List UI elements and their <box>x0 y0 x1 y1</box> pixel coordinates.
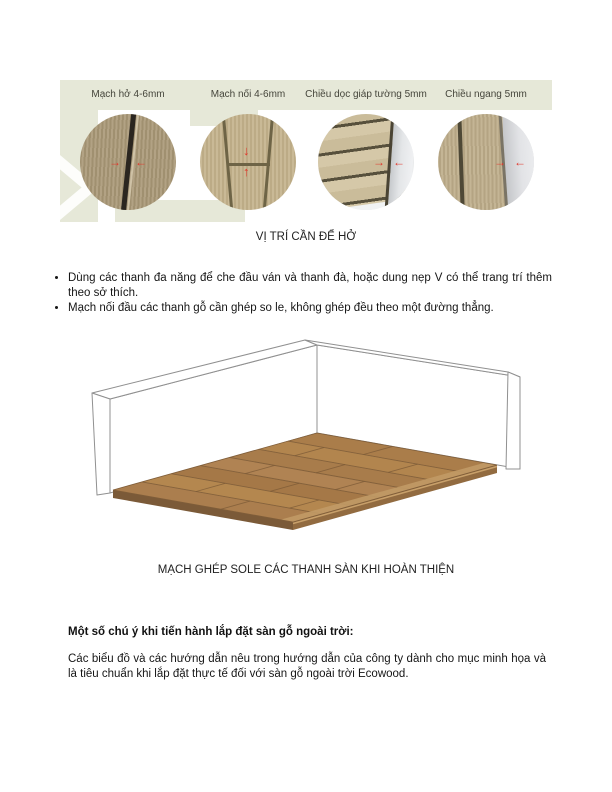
gap-spacing-figure <box>60 80 552 222</box>
arrow-down-icon: ↓ <box>243 143 250 158</box>
photo-wall-crosswise <box>438 114 534 210</box>
notes-paragraph: Các biểu đồ và các hướng dẫn nêu trong hướng dẫn của công ty dành cho mục minh họa và là tiêu chuẩn khi lắp đặt thực tế đối với sàn gỗ ngoài trời Ecowood. <box>68 653 546 680</box>
arrow-left-icon: ← <box>514 155 526 169</box>
floor-isometric-drawing <box>60 333 540 548</box>
photo-label-open-gap: Mạch hở 4-6mm <box>91 89 165 100</box>
arrow-right-icon: → <box>373 155 385 169</box>
right-wall-end <box>506 372 520 469</box>
figure-caption-staggered-joints: MẠCH GHÉP SOLE CÁC THANH SÀN KHI HOÀN THIỆN <box>157 564 455 576</box>
arrow-left-icon: ← <box>135 155 147 169</box>
photo-label-end-joint: Mạch nối 4-6mm <box>210 89 286 100</box>
photo-label-wall-lengthwise: Chiều dọc giáp tường 5mm <box>305 89 427 100</box>
plank-groove-line <box>221 114 233 210</box>
arrow-right-icon: → <box>494 155 506 169</box>
photo-open-gap <box>80 114 176 210</box>
floor-isometric-figure <box>60 333 540 548</box>
plank-groove-line <box>262 114 274 210</box>
left-wall-end <box>92 393 110 495</box>
bullet-list <box>40 271 552 316</box>
bullet-item: • Mạch nối đầu các thanh gỗ cần ghép so le, không ghép đều theo một đường thẳng. <box>68 301 552 316</box>
arrow-up-icon: ↑ <box>243 164 250 179</box>
instruction-bullets <box>40 271 552 316</box>
photo-label-wall-crosswise: Chiều ngang 5mm <box>445 89 527 100</box>
arrow-left-icon: ← <box>393 155 405 169</box>
arrow-right-icon: → <box>109 155 121 169</box>
figure-caption-gap-positions: VỊ TRÍ CẦN ĐỂ HỞ <box>255 231 357 243</box>
bullet-item: • Dùng các thanh đa năng để che đầu ván và thanh đà, hoặc dung nẹp V có thể trang trí thêm theo sở thích. <box>68 271 552 301</box>
notes-heading: Một số chú ý khi tiến hành lắp đặt sàn gỗ ngoài trời: <box>68 626 354 638</box>
photo-end-joint <box>200 114 296 210</box>
photo-wall-lengthwise <box>318 114 414 210</box>
